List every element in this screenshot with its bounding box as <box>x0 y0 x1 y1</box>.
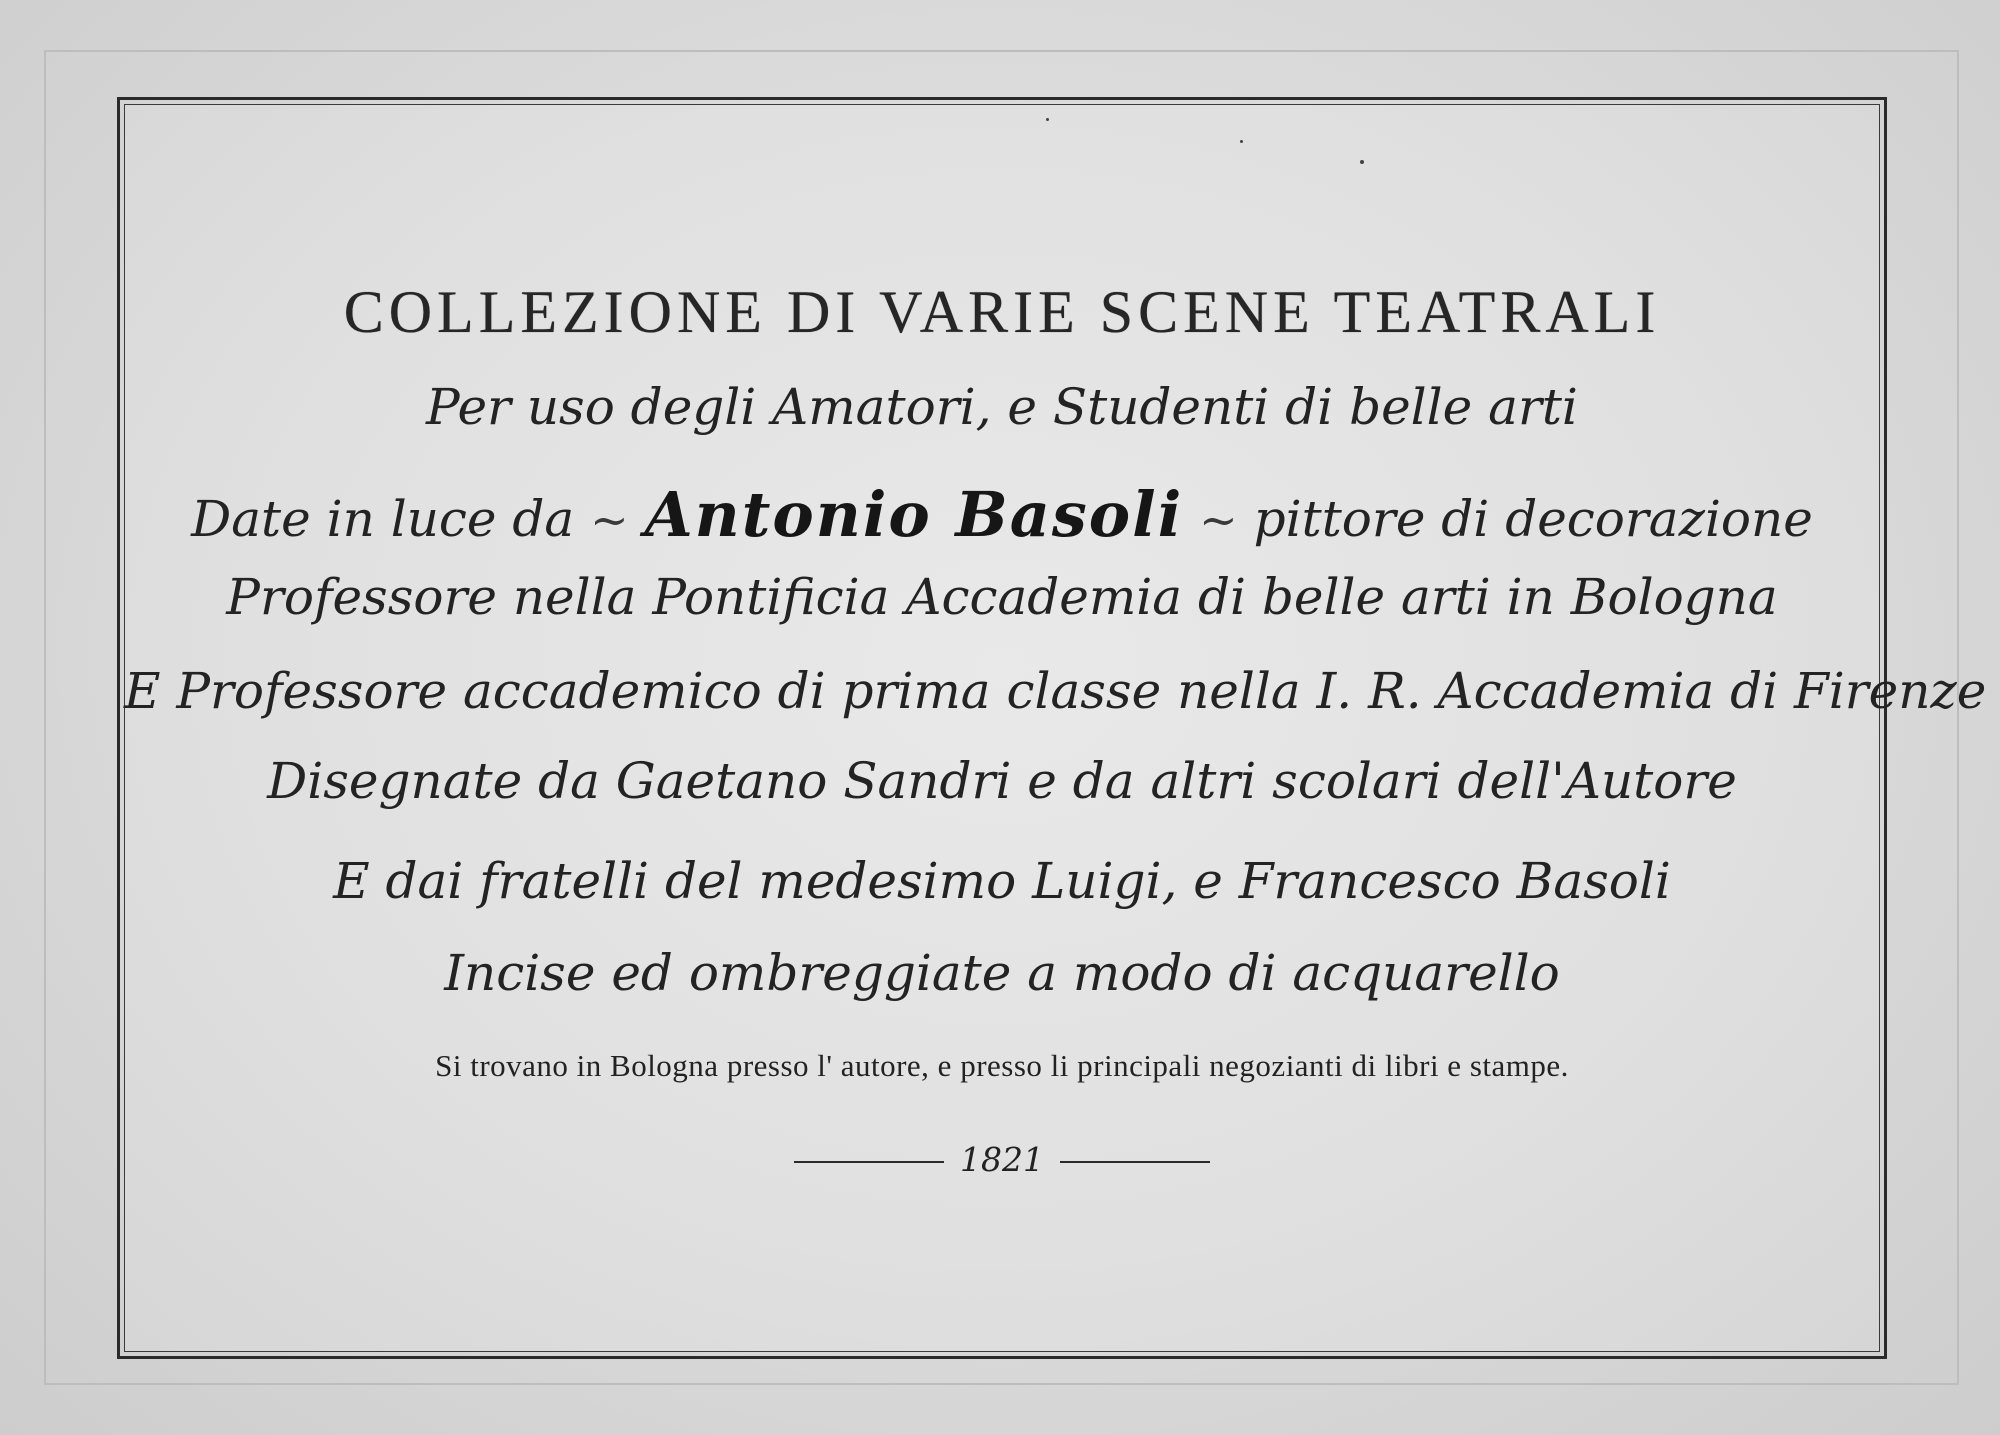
author-line <box>124 478 1880 551</box>
professor-bologna-line: Professore nella Pontificia Accademia di belle arti in Bologna <box>226 568 1778 626</box>
date-rule-left <box>794 1161 944 1163</box>
publication-year: 1821 <box>960 1140 1044 1179</box>
brothers-line: E dai fratelli del medesimo Luigi, e Francesco Basoli <box>333 852 1671 910</box>
author-line-prefix: Date in luce da <box>191 490 575 548</box>
date-line <box>124 1140 1880 1179</box>
ink-speck <box>1046 118 1049 121</box>
ink-speck <box>1240 140 1243 143</box>
flourish-right-icon: ~ <box>1199 493 1238 547</box>
publisher-note: Si trovano in Bologna presso l' autore, e presso li principali negozianti di libri e stampe. <box>435 1048 1569 1083</box>
page-title: COLLEZIONE DI VARIE SCENE TEATRALI <box>343 279 1661 345</box>
flourish-left-icon: ~ <box>590 493 629 547</box>
purpose-line: Per uso degli Amatori, e Studenti di belle arti <box>426 378 1578 436</box>
ink-speck <box>1360 160 1364 164</box>
author-name: Antonio Basoli <box>644 478 1184 551</box>
engraved-line: Incise ed ombreggiate a modo di acquarello <box>444 944 1560 1002</box>
drawn-by-line: Disegnate da Gaetano Sandri e da altri scolari dell'Autore <box>267 752 1737 810</box>
date-rule-right <box>1060 1161 1210 1163</box>
professor-firenze-line: E Professore accademico di prima classe nella I. R. Accademia di Firenze <box>124 662 1987 720</box>
author-line-suffix: pittore di decorazione <box>1253 490 1813 548</box>
